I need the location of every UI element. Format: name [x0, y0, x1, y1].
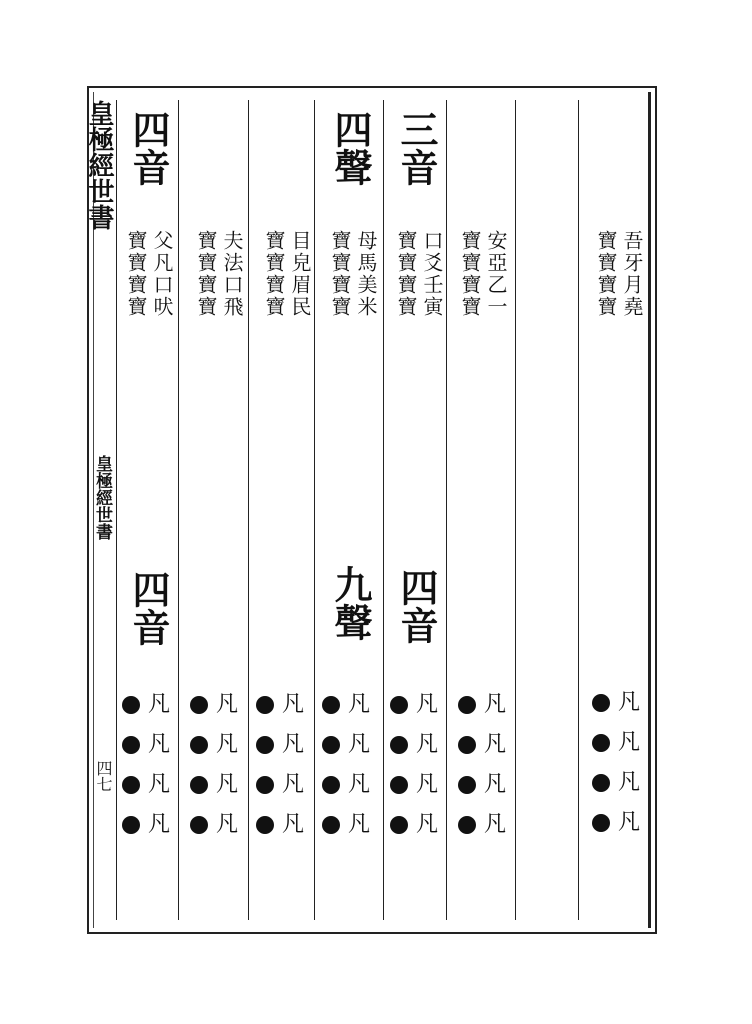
- column-3-chars: 口爻壬寅: [420, 230, 444, 318]
- column-rule: [578, 100, 579, 920]
- dot-row: [592, 768, 648, 808]
- dot-row: [322, 810, 378, 850]
- bullet-icon: [458, 736, 476, 754]
- bullet-icon: [322, 736, 340, 754]
- fan-char: 凡: [148, 692, 171, 717]
- bullet-icon: [190, 736, 208, 754]
- column-7-dots: [122, 690, 178, 850]
- bullet-icon: [256, 696, 274, 714]
- bullet-icon: [256, 816, 274, 834]
- column-3-dots: [390, 690, 446, 850]
- bullet-icon: [322, 776, 340, 794]
- dot-row: [322, 730, 378, 770]
- column-2-dots: [458, 690, 514, 850]
- fan-char: 凡: [618, 810, 641, 835]
- margin-subtitle: 皇極經世書: [92, 455, 112, 540]
- column-rule: [116, 100, 117, 920]
- bullet-icon: [122, 736, 140, 754]
- fan-char: 凡: [484, 692, 507, 717]
- dot-row: [458, 730, 514, 770]
- column-6-seal: 寶寶寶寶: [194, 230, 218, 318]
- column-4-dots: [322, 690, 378, 850]
- fan-char: 凡: [282, 812, 305, 837]
- fan-char: 凡: [348, 692, 371, 717]
- fan-char: 凡: [216, 692, 239, 717]
- bullet-icon: [122, 816, 140, 834]
- fan-char: 凡: [148, 772, 171, 797]
- fan-char: 凡: [416, 692, 439, 717]
- dot-row: [256, 730, 312, 770]
- fan-char: 凡: [216, 812, 239, 837]
- dot-row: [322, 690, 378, 730]
- column-3-head: 三音: [394, 110, 439, 186]
- column-rule: [383, 100, 384, 920]
- fan-char: 凡: [484, 812, 507, 837]
- column-2-seal: 寶寶寶寶: [458, 230, 482, 318]
- fan-char: 凡: [618, 770, 641, 795]
- fan-char: 凡: [282, 692, 305, 717]
- bullet-icon: [592, 694, 610, 712]
- column-3-bottom-head: 四音: [394, 568, 439, 644]
- column-5-seal: 寶寶寶寶: [262, 230, 286, 318]
- dot-row: [390, 810, 446, 850]
- column-1-dots: [592, 688, 648, 848]
- fan-char: 凡: [416, 732, 439, 757]
- column-1-seal: 寶寶寶寶: [594, 230, 618, 318]
- bullet-icon: [458, 696, 476, 714]
- bullet-icon: [592, 774, 610, 792]
- dot-row: [122, 770, 178, 810]
- bullet-icon: [390, 736, 408, 754]
- column-7-head: 四音: [126, 110, 171, 186]
- column-4-chars: 母馬美米: [354, 230, 378, 318]
- bullet-icon: [390, 776, 408, 794]
- column-6-chars: 夫法口飛: [220, 230, 244, 318]
- fan-char: 凡: [416, 812, 439, 837]
- margin-title: 皇極經世書: [84, 100, 114, 230]
- dot-row: [256, 810, 312, 850]
- fan-char: 凡: [216, 772, 239, 797]
- bullet-icon: [256, 736, 274, 754]
- fan-char: 凡: [348, 812, 371, 837]
- column-rule: [515, 100, 516, 920]
- bullet-icon: [322, 696, 340, 714]
- fan-char: 凡: [484, 732, 507, 757]
- dot-row: [190, 810, 246, 850]
- dot-row: [390, 770, 446, 810]
- dot-row: [190, 690, 246, 730]
- column-4-seal: 寶寶寶寶: [328, 230, 352, 318]
- dot-row: [592, 728, 648, 768]
- bullet-icon: [592, 734, 610, 752]
- dot-row: [390, 730, 446, 770]
- column-4-head: 四聲: [328, 110, 373, 186]
- dot-row: [190, 770, 246, 810]
- bullet-icon: [190, 776, 208, 794]
- column-7-chars: 父凡口吠: [150, 230, 174, 318]
- bullet-icon: [256, 776, 274, 794]
- dot-row: [122, 730, 178, 770]
- fan-char: 凡: [216, 732, 239, 757]
- bullet-icon: [122, 776, 140, 794]
- fan-char: 凡: [282, 772, 305, 797]
- dot-row: [458, 770, 514, 810]
- fan-char: 凡: [348, 732, 371, 757]
- column-rule: [314, 100, 315, 920]
- fan-char: 凡: [484, 772, 507, 797]
- column-6-dots: [190, 690, 246, 850]
- column-rule: [446, 100, 447, 920]
- column-rule: [248, 100, 249, 920]
- fan-char: 凡: [282, 732, 305, 757]
- dot-row: [592, 808, 648, 848]
- column-rule: [178, 100, 179, 920]
- dot-row: [390, 690, 446, 730]
- fan-char: 凡: [148, 812, 171, 837]
- fan-char: 凡: [148, 732, 171, 757]
- bullet-icon: [458, 776, 476, 794]
- dot-row: [256, 770, 312, 810]
- dot-row: [458, 690, 514, 730]
- column-3-seal: 寶寶寶寶: [394, 230, 418, 318]
- column-1-chars: 吾牙月堯: [620, 230, 644, 318]
- column-5-dots: [256, 690, 312, 850]
- fan-char: 凡: [618, 690, 641, 715]
- bullet-icon: [592, 814, 610, 832]
- fan-char: 凡: [618, 730, 641, 755]
- column-7-seal: 寶寶寶寶: [124, 230, 148, 318]
- dot-row: [122, 690, 178, 730]
- margin-strip: [84, 100, 115, 930]
- dot-row: [458, 810, 514, 850]
- fan-char: 凡: [416, 772, 439, 797]
- bullet-icon: [190, 696, 208, 714]
- dot-row: [322, 770, 378, 810]
- bullet-icon: [458, 816, 476, 834]
- dot-row: [592, 688, 648, 728]
- dot-row: [190, 730, 246, 770]
- bullet-icon: [190, 816, 208, 834]
- bullet-icon: [122, 696, 140, 714]
- column-7-bottom-head: 四音: [126, 570, 171, 646]
- dot-row: [256, 690, 312, 730]
- column-4-bottom-head: 九聲: [328, 565, 373, 641]
- bullet-icon: [390, 696, 408, 714]
- bullet-icon: [322, 816, 340, 834]
- dot-row: [122, 810, 178, 850]
- margin-page-number: 四七: [94, 760, 113, 792]
- fan-char: 凡: [348, 772, 371, 797]
- column-5-chars: 目皃眉民: [288, 230, 312, 318]
- column-2-chars: 安亞乙一: [484, 230, 508, 318]
- bullet-icon: [390, 816, 408, 834]
